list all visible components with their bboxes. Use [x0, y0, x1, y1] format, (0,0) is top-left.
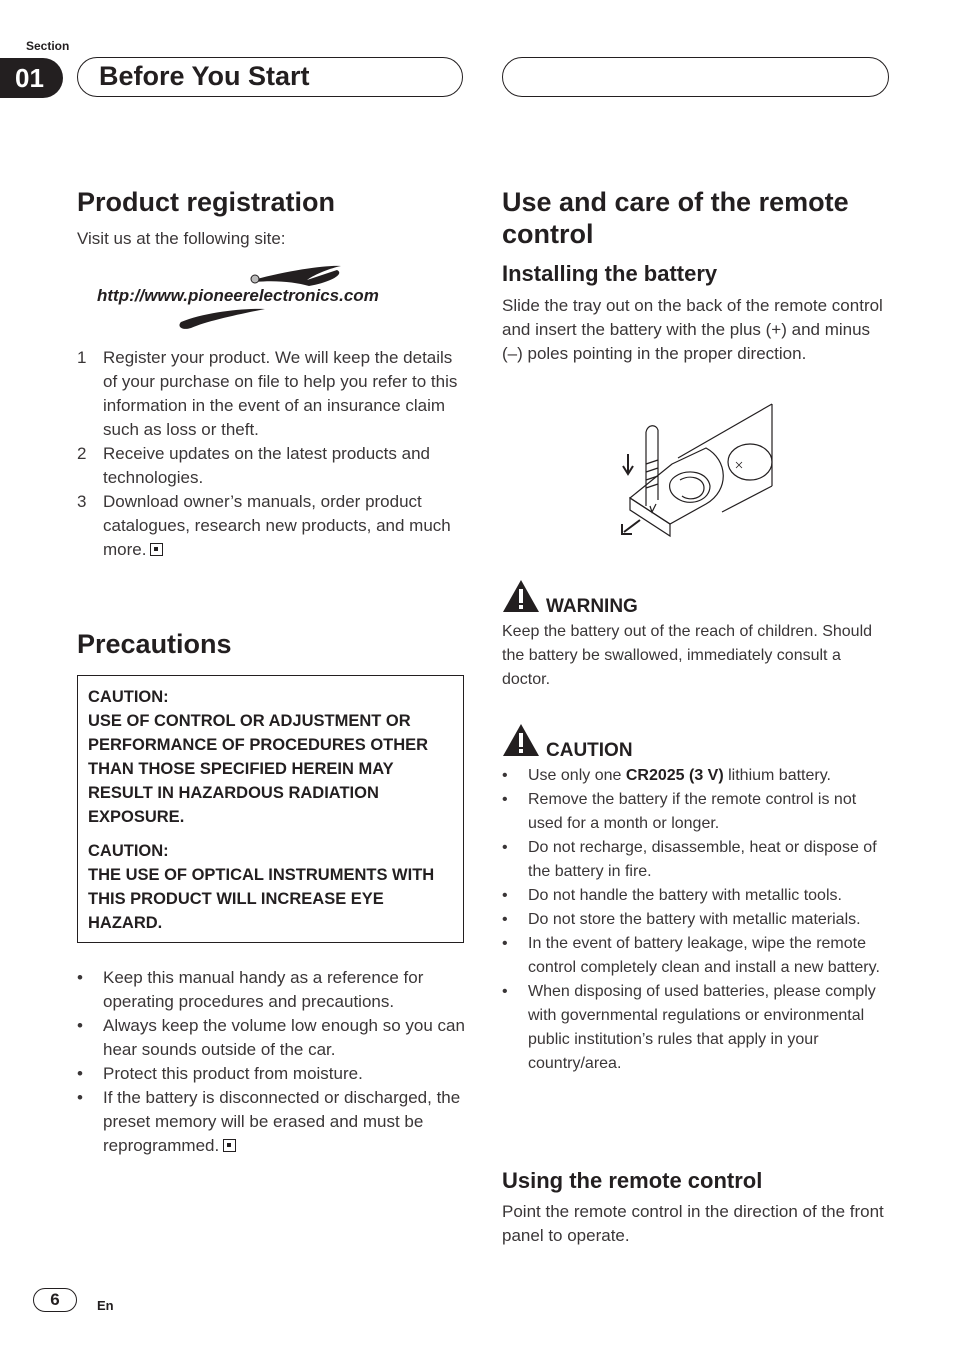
- list-item: [502, 764, 894, 788]
- list-item: [502, 788, 894, 836]
- bullet-icon: •: [502, 767, 508, 784]
- list-item: [502, 908, 894, 932]
- bullet-icon: •: [502, 791, 508, 808]
- item-text: Keep this manual handy as a reference for operating procedures and precautions.: [103, 968, 424, 1011]
- item-number: 2: [77, 444, 87, 463]
- remote-heading: Use and care of the remote control: [502, 187, 849, 249]
- battery-model: CR2025 (3 V): [625, 767, 724, 784]
- list-item: [77, 966, 467, 1014]
- bullet-icon: •: [77, 1088, 83, 1107]
- caution-box: [77, 675, 464, 943]
- list-item: [502, 884, 894, 908]
- registration-url[interactable]: http://www.pioneerelectronics.com: [97, 286, 379, 305]
- bullet-icon: •: [502, 935, 508, 952]
- header-blank-frame: [502, 57, 889, 97]
- caution-triangle-icon: [502, 722, 540, 758]
- registration-list: [77, 346, 467, 562]
- bullet-icon: •: [502, 839, 508, 856]
- section-number: 01: [0, 58, 63, 98]
- using-text: Point the remote control in the direction of the front panel to operate.: [502, 1202, 884, 1245]
- product-registration-heading: Product registration: [77, 187, 336, 217]
- list-item: [502, 932, 894, 980]
- item-text-suffix: lithium battery.: [723, 767, 831, 784]
- page-number: 6: [33, 1288, 77, 1312]
- warning-triangle-icon: [502, 578, 540, 614]
- caution-label: CAUTION:: [88, 688, 169, 706]
- item-number: 1: [77, 348, 87, 367]
- item-text-prefix: Use only one: [528, 767, 626, 784]
- end-mark-icon: [223, 1139, 236, 1152]
- language-label: En: [97, 1298, 114, 1313]
- item-text: Always keep the volume low enough so you can hear sounds outside of the car.: [103, 1016, 465, 1059]
- installing-text: Slide the tray out on the back of the remote control and insert the battery with the plus (+) and minus (–) poles pointing in the proper direction.: [502, 296, 883, 363]
- section-label: Section: [26, 39, 70, 53]
- list-item: [77, 1086, 467, 1158]
- end-mark-icon: [150, 543, 163, 556]
- item-text: Remove the battery if the remote control is not used for a month or longer.: [528, 791, 857, 832]
- precautions-list: [77, 966, 467, 1158]
- caution-text: USE OF CONTROL OR ADJUSTMENT OR PERFORMANCE OF PROCEDURES OTHER THAN THOSE SPECIFIED HEREIN MAY RESULT IN HAZARDOUS RADIATION EXPOSURE.: [88, 712, 429, 826]
- bullet-icon: •: [77, 1064, 83, 1083]
- item-text: Do not store the battery with metallic materials.: [528, 911, 861, 928]
- caution-text: THE USE OF OPTICAL INSTRUMENTS WITH THIS PRODUCT WILL INCREASE EYE HAZARD.: [88, 866, 435, 932]
- list-item: [502, 980, 894, 1076]
- battery-illustration: [610, 400, 780, 548]
- caution-label: CAUTION: [546, 740, 633, 761]
- item-text: Do not handle the battery with metallic tools.: [528, 887, 842, 904]
- using-heading: Using the remote control: [502, 1168, 763, 1193]
- item-text: Receive updates on the latest products and technologies.: [103, 444, 430, 487]
- item-text: When disposing of used batteries, please comply with governmental regulations or environmental public institution’s rules that apply in your country/area.: [528, 983, 876, 1072]
- list-item: [77, 442, 467, 490]
- item-text: In the event of battery leakage, wipe the remote control completely clean and install a new battery.: [528, 935, 880, 976]
- installing-heading: Installing the battery: [502, 261, 718, 286]
- list-item: [77, 490, 467, 562]
- list-item: [77, 1062, 467, 1086]
- precautions-heading: Precautions: [77, 629, 232, 659]
- battery-tray-icon: [610, 400, 780, 548]
- bullet-icon: •: [77, 968, 83, 987]
- item-text: Download owner’s manuals, order product catalogues, research new products, and much more.: [103, 492, 451, 559]
- bullet-icon: •: [502, 983, 508, 1000]
- registration-intro: Visit us at the following site:: [77, 229, 286, 248]
- caution-label: CAUTION:: [88, 842, 169, 860]
- list-item: [77, 1014, 467, 1062]
- item-text: Register your product. We will keep the details of your purchase on file to help you refer to this information in the event of an insurance claim such as loss or theft.: [103, 348, 458, 439]
- item-number: 3: [77, 492, 87, 511]
- item-text: Do not recharge, disassemble, heat or dispose of the battery in fire.: [528, 839, 877, 880]
- bullet-icon: •: [77, 1016, 83, 1035]
- page-title: Before You Start: [99, 61, 310, 91]
- warning-label: WARNING: [546, 596, 638, 617]
- list-item: [502, 836, 894, 884]
- item-text: If the battery is disconnected or discharged, the preset memory will be erased and must be reprogrammed.: [103, 1088, 461, 1155]
- list-item: [77, 346, 467, 442]
- bullet-icon: •: [502, 911, 508, 928]
- warning-text: Keep the battery out of the reach of children. Should the battery be swallowed, immediately consult a doctor.: [502, 623, 873, 688]
- bullet-icon: •: [502, 887, 508, 904]
- caution-list: [502, 764, 894, 1076]
- item-text: Protect this product from moisture.: [103, 1064, 363, 1083]
